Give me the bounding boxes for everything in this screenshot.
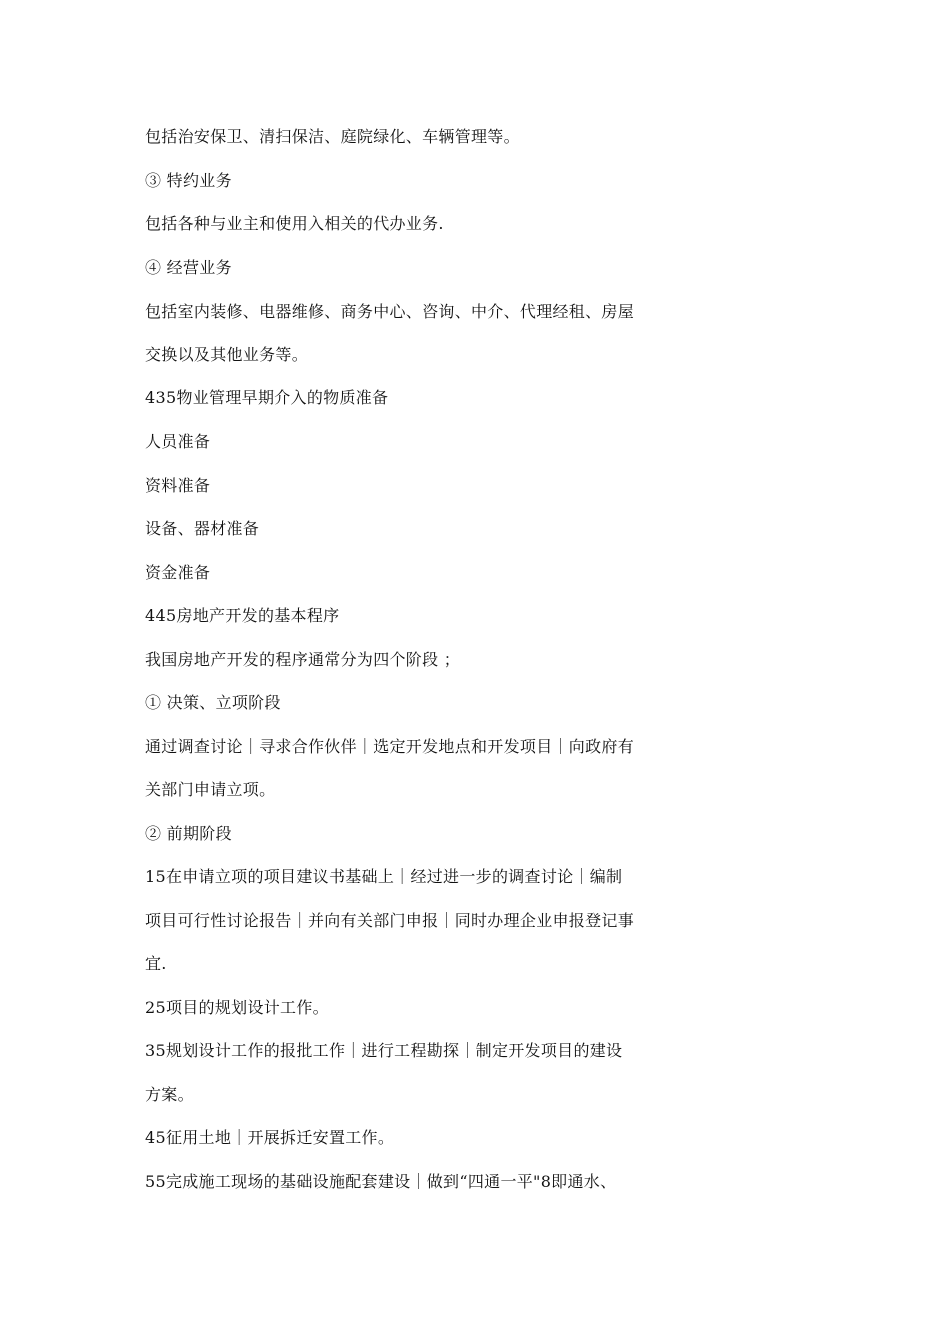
- list-item: 资料准备: [145, 476, 211, 495]
- section-heading-special-business: ③ 特约业务: [145, 171, 232, 190]
- section-heading-operating-business: ④ 经营业务: [145, 258, 232, 277]
- paragraph-line: 35规划设计工作的报批工作｜进行工程勘探｜制定开发项目的建设: [145, 1041, 623, 1060]
- paragraph-line: 方案。: [145, 1085, 194, 1104]
- paragraph-line: 25项目的规划设计工作。: [145, 998, 329, 1017]
- paragraph-line: 包括室内装修、电器维修、商务中心、咨询、中介、代理经租、房屋: [145, 302, 635, 321]
- paragraph-line: 55完成施工现场的基础设施配套建设｜做到“四通一平"8即通水、: [145, 1172, 617, 1191]
- section-heading-material-preparation: 435物业管理早期介入的物质准备: [145, 388, 389, 407]
- paragraph-line: 关部门申请立项。: [145, 780, 276, 799]
- paragraph-line: 通过调查讨论｜寻求合作伙伴｜选定开发地点和开发项目｜向政府有: [145, 737, 635, 756]
- list-item: 资金准备: [145, 563, 211, 582]
- section-heading-preliminary-stage: ② 前期阶段: [145, 824, 232, 843]
- paragraph-line: 包括各种与业主和使用入相关的代办业务.: [145, 214, 444, 233]
- paragraph-line: 项目可行性讨论报告｜并向有关部门申报｜同时办理企业申报登记事: [145, 911, 635, 930]
- paragraph-line: 交换以及其他业务等。: [145, 345, 309, 364]
- paragraph-line: 15在申请立项的项目建议书基础上｜经过进一步的调查讨论｜编制: [145, 867, 623, 886]
- list-item: 人员准备: [145, 432, 211, 451]
- paragraph-line: 45征用土地｜开展拆迁安置工作。: [145, 1128, 395, 1147]
- paragraph-line: 我国房地产开发的程序通常分为四个阶段 ；: [145, 650, 461, 669]
- section-heading-decision-stage: ① 决策、立项阶段: [145, 693, 281, 712]
- paragraph-line: 宜.: [145, 954, 167, 973]
- list-item: 设备、器材准备: [145, 519, 260, 538]
- section-heading-development-procedure: 445房地产开发的基本程序: [145, 606, 340, 625]
- paragraph-line: 包括治安保卫、清扫保洁、庭院绿化、车辆管理等。: [145, 127, 520, 146]
